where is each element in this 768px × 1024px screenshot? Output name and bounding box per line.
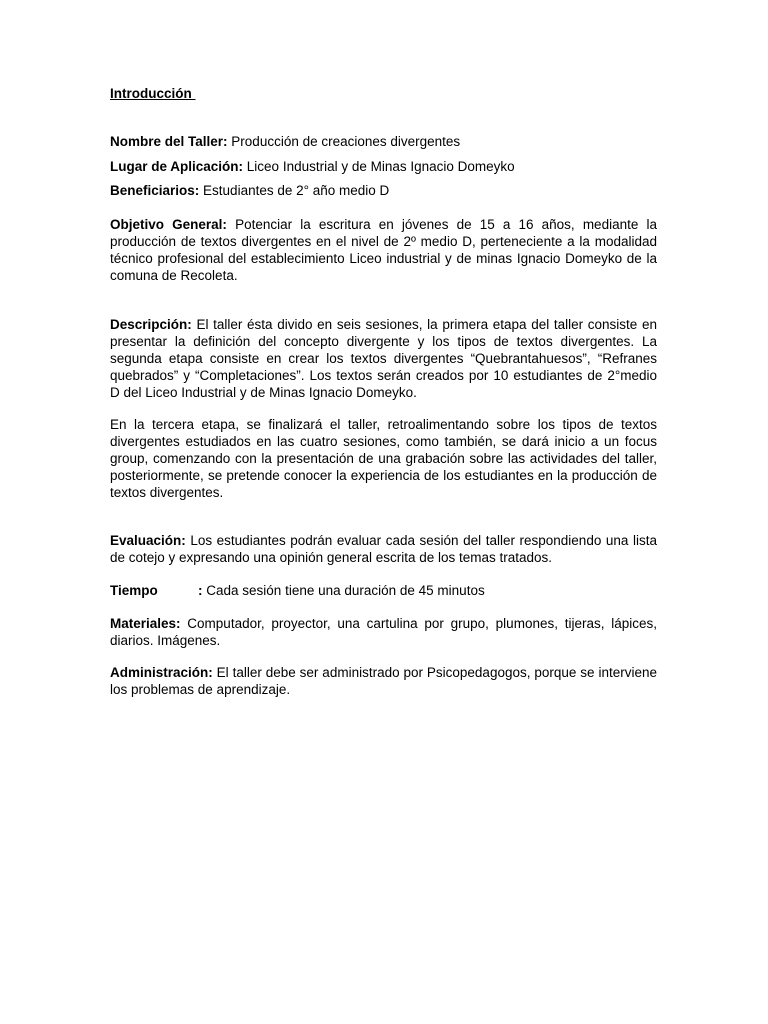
administracion-label: Administración: [110, 665, 213, 681]
descripcion-label: Descripción: [110, 317, 192, 333]
tiempo-label: Tiempo [110, 582, 158, 598]
materiales-label: Materiales: [110, 615, 181, 631]
beneficiarios-value: Estudiantes de 2° año medio D [203, 183, 390, 199]
lugar-label: Lugar de Aplicación: [110, 158, 244, 174]
materiales-value: Computador, proyector, una cartulina por grupo, plumones, tijeras, lápices, diarios. Imágenes. [110, 615, 657, 648]
descripcion-paragraph-2: En la tercera etapa, se finalizará el taller, retroalimentando sobre los tipos de textos divergentes estudiados en las cuatro sesiones, como también, se dará inicio a un focus group, comenzando con la presentación de una grabación sobre las actividades del taller, posteriormente, se pretende conocer la experiencia de los estudiantes en la producción de textos divergentes. [110, 417, 657, 500]
objetivo-value: Potenciar la escritura en jóvenes de 15 a 16 años, mediante la producción de textos divergentes en el nivel de 2º medio D, perteneciente a la modalidad técnico profesional del establecimiento Liceo industrial y de minas Ignacio Domeyko de la comuna de Recoleta. [110, 217, 657, 283]
beneficiarios-field [110, 183, 657, 200]
beneficiarios-label: Beneficiarios: [110, 183, 200, 199]
administracion-value: El taller debe ser administrado por Psicopedagogos, porque se interviene los problemas de aprendizaje. [110, 665, 657, 698]
evaluacion-field [110, 533, 657, 567]
section-heading: Introducción [110, 86, 196, 101]
descripcion-field [110, 317, 657, 401]
objetivo-label: Objetivo General: [110, 217, 227, 233]
taller-field [110, 134, 657, 151]
lugar-field [110, 159, 657, 176]
materiales-field [110, 616, 657, 650]
tiempo-colon: : [198, 582, 203, 598]
lugar-value: Liceo Industrial y de Minas Ignacio Domeyko [246, 158, 515, 174]
evaluacion-label: Evaluación: [110, 533, 186, 549]
evaluacion-value: Los estudiantes podrán evaluar cada sesión del taller respondiendo una lista de cotejo y expresando una opinión general escrita de los temas tratados. [110, 533, 657, 566]
objetivo-field [110, 217, 657, 284]
taller-label: Nombre del Taller: [110, 133, 228, 149]
administracion-field [110, 665, 657, 699]
taller-value: Producción de creaciones divergentes [231, 133, 461, 149]
tiempo-value: Cada sesión tiene una duración de 45 minutos [206, 582, 485, 598]
descripcion-value: El taller ésta divido en seis sesiones, la primera etapa del taller consiste en presentar la definición del concepto divergente y los tipos de textos divergentes. La segunda etapa consiste en crear los textos divergentes “Quebrantahuesos”, “Refranes quebrados” y “Completaciones”. Los textos serán creados por 10 estudiantes de 2°medio D del Liceo Industrial y de Minas Ignacio Domeyko. [110, 317, 657, 400]
document-page [110, 86, 657, 699]
tiempo-field [110, 583, 657, 600]
